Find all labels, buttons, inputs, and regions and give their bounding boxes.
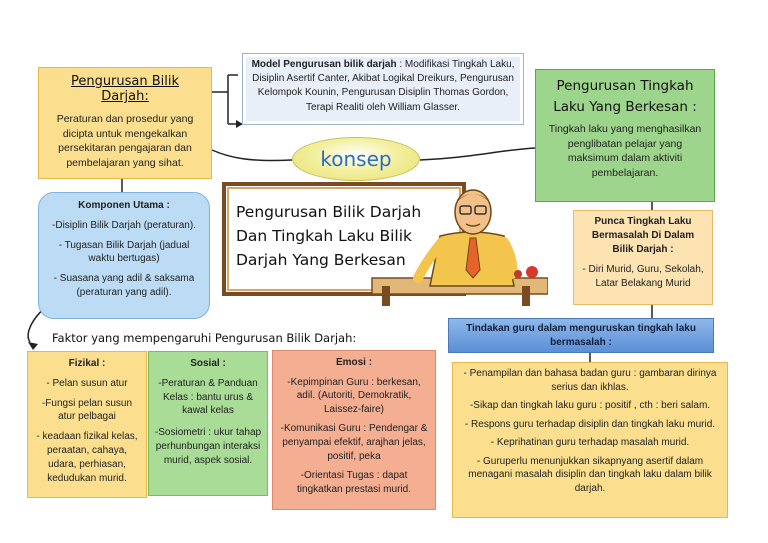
- emosi-item: -Kepimpinan Guru : berkesan, adil. (Autoriti, Demokratik, Laissez-faire): [287, 376, 421, 415]
- emosi-item: -Komunikasi Guru : Pendengar & penyampai efektif, arajhan jelas, positif, peka: [280, 423, 428, 462]
- punca-text: - Diri Murid, Guru, Sekolah, Latar Belakang Murid: [582, 264, 704, 289]
- punca-box: [573, 210, 713, 305]
- emosi-item: -Orientasi Tugas : dapat tingkatkan prestasi murid.: [297, 470, 411, 495]
- sosial-title: Sosial :: [190, 358, 226, 369]
- board-title-line-2: Dan Tingkah Laku Bilik: [236, 227, 413, 246]
- sosial-item: -Sosiometri : ukur tahap perhunbungan interaksi murid, aspek sosial.: [154, 427, 262, 466]
- komponen-item: -Disiplin Bilik Darjah (peraturan).: [52, 219, 196, 231]
- emosi-title: Emosi :: [335, 357, 373, 368]
- sosial-item: -Peraturan & Panduan Kelas : bantu urus & kawal kelas: [158, 377, 258, 417]
- komponen-utama-box: [38, 192, 210, 319]
- komponen-title: Komponen Utama :: [78, 200, 170, 211]
- tingkah-laku-box: [535, 69, 715, 202]
- punca-title: Punca Tingkah Laku Bermasalah Di Dalam Bilik Darjah :: [591, 216, 695, 255]
- board-title: [236, 200, 446, 272]
- pengurusan-bilik-darjah-box: [38, 67, 212, 179]
- sosial-box: [148, 351, 268, 496]
- fizikal-item: - Pelan susun atur: [46, 377, 128, 389]
- pengurusan-bilik-darjah-title: Pengurusan Bilik Darjah:: [70, 74, 180, 104]
- tindakan-item: - Keprihatinan guru terhadap masalah murid.: [490, 437, 690, 448]
- board-title-line-3: Darjah Yang Berkesan: [236, 251, 406, 270]
- tindakan-item: - Respons guru terhadap disiplin dan tingkah laku murid.: [464, 418, 716, 430]
- konsep-oval: konsep: [292, 137, 420, 181]
- tindakan-list-box: [452, 362, 728, 518]
- tindakan-item: -Sikap dan tingkah laku guru : positif , cth : beri salam.: [469, 400, 711, 411]
- emosi-box: [272, 350, 436, 510]
- komponen-item: - Suasana yang adil & saksama (peraturan yang adil).: [53, 273, 195, 298]
- tingkah-laku-title: Pengurusan Tingkah Laku Yang Berkesan :: [553, 78, 697, 115]
- komponen-item: - Tugasan Bilik Darjah (jadual waktu bertugas): [58, 239, 190, 265]
- fizikal-box: [27, 351, 147, 498]
- model-label: Model Pengurusan bilik darjah: [251, 59, 397, 70]
- tindakan-header: [448, 318, 714, 353]
- fizikal-title: Fizikal :: [68, 358, 106, 369]
- tingkah-laku-text: Tingkah laku yang menghasilkan penglibatan pelajar yang maksimum dalam aktiviti pembelajaran.: [548, 122, 702, 179]
- board-title-line-1: Pengurusan Bilik Darjah: [236, 203, 422, 221]
- tindakan-item: - Guruperlu menunjukkan sikapnyang asertif dalam menagani masalah disiplin dan tingkah laku dalam bilik darjah.: [468, 455, 712, 494]
- tindakan-title: Tindakan guru dalam menguruskan tingkah laku bermasalah :: [466, 323, 696, 348]
- pengurusan-bilik-darjah-text: Peraturan dan prosedur yang dicipta untuk mengekalkan persekitaran pengajaran dan pembelajaran yang sihat.: [56, 113, 194, 170]
- model-box: [242, 53, 524, 125]
- tindakan-item: - Penampilan dan bahasa badan guru : gambaran dirinya serius dan ikhlas.: [463, 368, 717, 393]
- faktor-heading: Faktor yang mempengaruhi Pengurusan Bilik Darjah:: [52, 331, 357, 345]
- fizikal-item: -Fungsi pelan susun atur pelbagai: [41, 397, 133, 423]
- fizikal-item: - keadaan fizikal kelas, peraatan, cahaya, udara, perhiasan, kedudukan murid.: [36, 431, 138, 484]
- model-text: : Modifikasi Tingkah Laku, Disiplin Asertif Canter, Akibat Logikal Dreikurs, Pengurusan Kelompok Kounin, Pengurusan Disiplin Thomas Gordon, Terapi Realiti oleh William Glasser.: [252, 59, 515, 113]
